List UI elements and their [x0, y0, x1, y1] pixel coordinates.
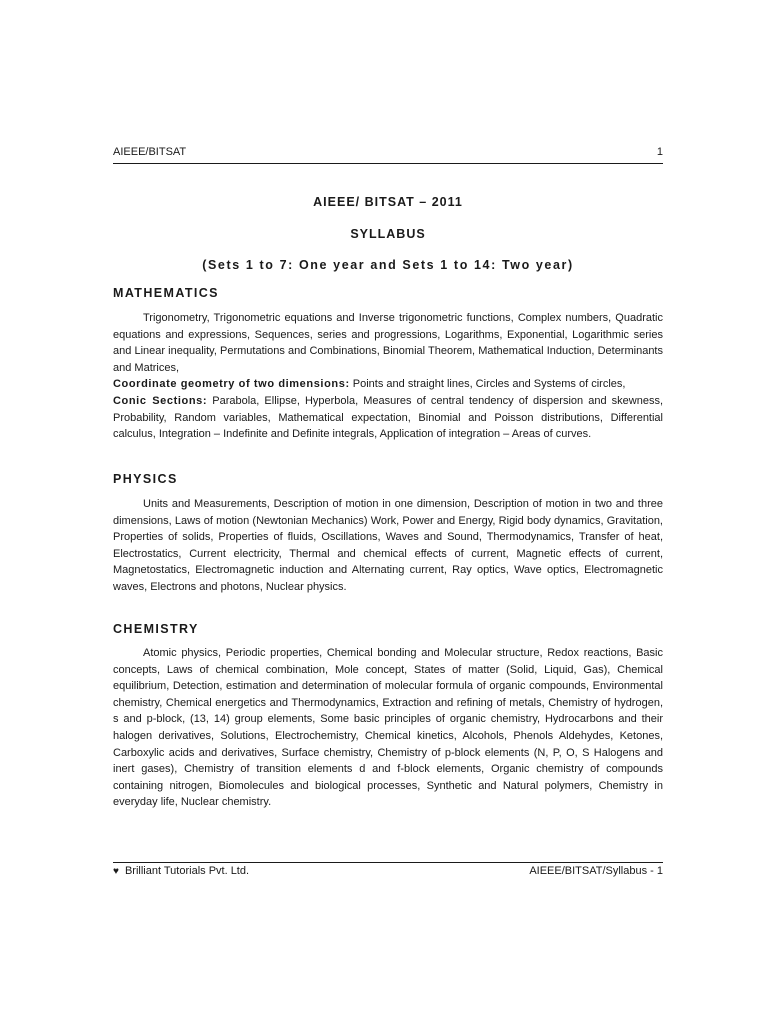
coordinate-geometry-label: Coordinate geometry of two dimensions: [113, 378, 350, 391]
footer-publisher: Brilliant Tutorials Pvt. Ltd. [124, 865, 250, 877]
chemistry-paragraph: Atomic physics, Periodic properties, Chemical bonding and Molecular structure, Redox reactions, Basic concepts, Laws of chemical combination, Mole concept, States of matter (Solid, Liquid, Gas), Chemical equilibrium, Detection, estimation and determination of molecular formula of organic compounds, Environmental chemistry, Chemical energetics and Thermodynamics, Extraction and refining of metals, Chemistry of hydrogen, s and p-block, (13, 14) group elements, Some basic principles of organic chemistry, Hydrocarbons and their halogen derivatives, Solutions, Electrochemistry, Chemical kinetics, Alcohols, Phenols Aldehydes, Ketones, Carboxylic acids and derivatives, Surface chemistry, Chemistry of p-block elements (N, P, O, S Halogens and inert gases), Chemistry of transition elements d and f-block elements, Organic chemistry of compounds containing nitrogen, Biomolecules and biological processes, Synthetic and Natural polymers, Chemistry in everyday life, Nuclear chemistry. [113, 647, 663, 809]
header-title: AIEEE/BITSAT [113, 146, 187, 158]
document-title: AIEEE/ BITSAT – 2011 [313, 195, 463, 209]
footer-divider [113, 862, 663, 863]
mathematics-paragraph [113, 310, 663, 443]
document-page [113, 0, 663, 1024]
chemistry-heading: CHEMISTRY [113, 622, 199, 636]
mathematics-text-1: Trigonometry, Trigonometric equations and Inverse trigonometric functions, Complex numbers, Quadratic equations and expressions, Sequences, series and progressions, Logarithms, Exponential, Logarithmic series and Linear inequality, Permutations and Combinations, Binomial Theorem, Mathematical Induction, Determinants and Matrices, [113, 312, 663, 374]
header-divider [113, 163, 663, 164]
page-header [113, 146, 663, 158]
mathematics-text-2: Points and straight lines, Circles and Systems of circles, [349, 378, 626, 391]
page-footer [113, 865, 663, 877]
footer-publisher-group [113, 865, 249, 877]
footer-page-label: AIEEE/BITSAT/Syllabus - 1 [529, 865, 663, 877]
document-subtitle: SYLLABUS [350, 227, 426, 241]
physics-paragraph: Units and Measurements, Description of motion in one dimension, Description of motion in two and three dimensions, Laws of motion (Newtonian Mechanics) Work, Power and Energy, Rigid body dynamics, Gravitation, Properties of solids, Properties of fluids, Oscillations, Waves and Sound, Thermodynamics, Transfer of heat, Electrostatics, Current electricity, Thermal and chemical effects of current, Magnetic effects of current, Magnetostatics, Electromagnetic induction and Alternating current, Ray optics, Wave optics, Electromagnetic waves, Electrons and photons, Nuclear physics. [113, 498, 663, 593]
heart-icon: ♥ [113, 866, 119, 877]
mathematics-text-3: Parabola, Ellipse, Hyperbola, Measures of central tendency of dispersion and skewness, Probability, Random variables, Mathematical expectation, Binomial and Poisson distributions, Differential calculus, Integration – Indefinite and Definite integrals, Application of integration – Areas of curves. [113, 394, 663, 441]
physics-heading: PHYSICS [113, 472, 178, 486]
conic-sections-label: Conic Sections: [113, 394, 208, 407]
header-page-number: 1 [656, 146, 663, 158]
mathematics-heading: MATHEMATICS [113, 286, 219, 300]
sets-note: (Sets 1 to 7: One year and Sets 1 to 14: Two year) [202, 258, 574, 272]
